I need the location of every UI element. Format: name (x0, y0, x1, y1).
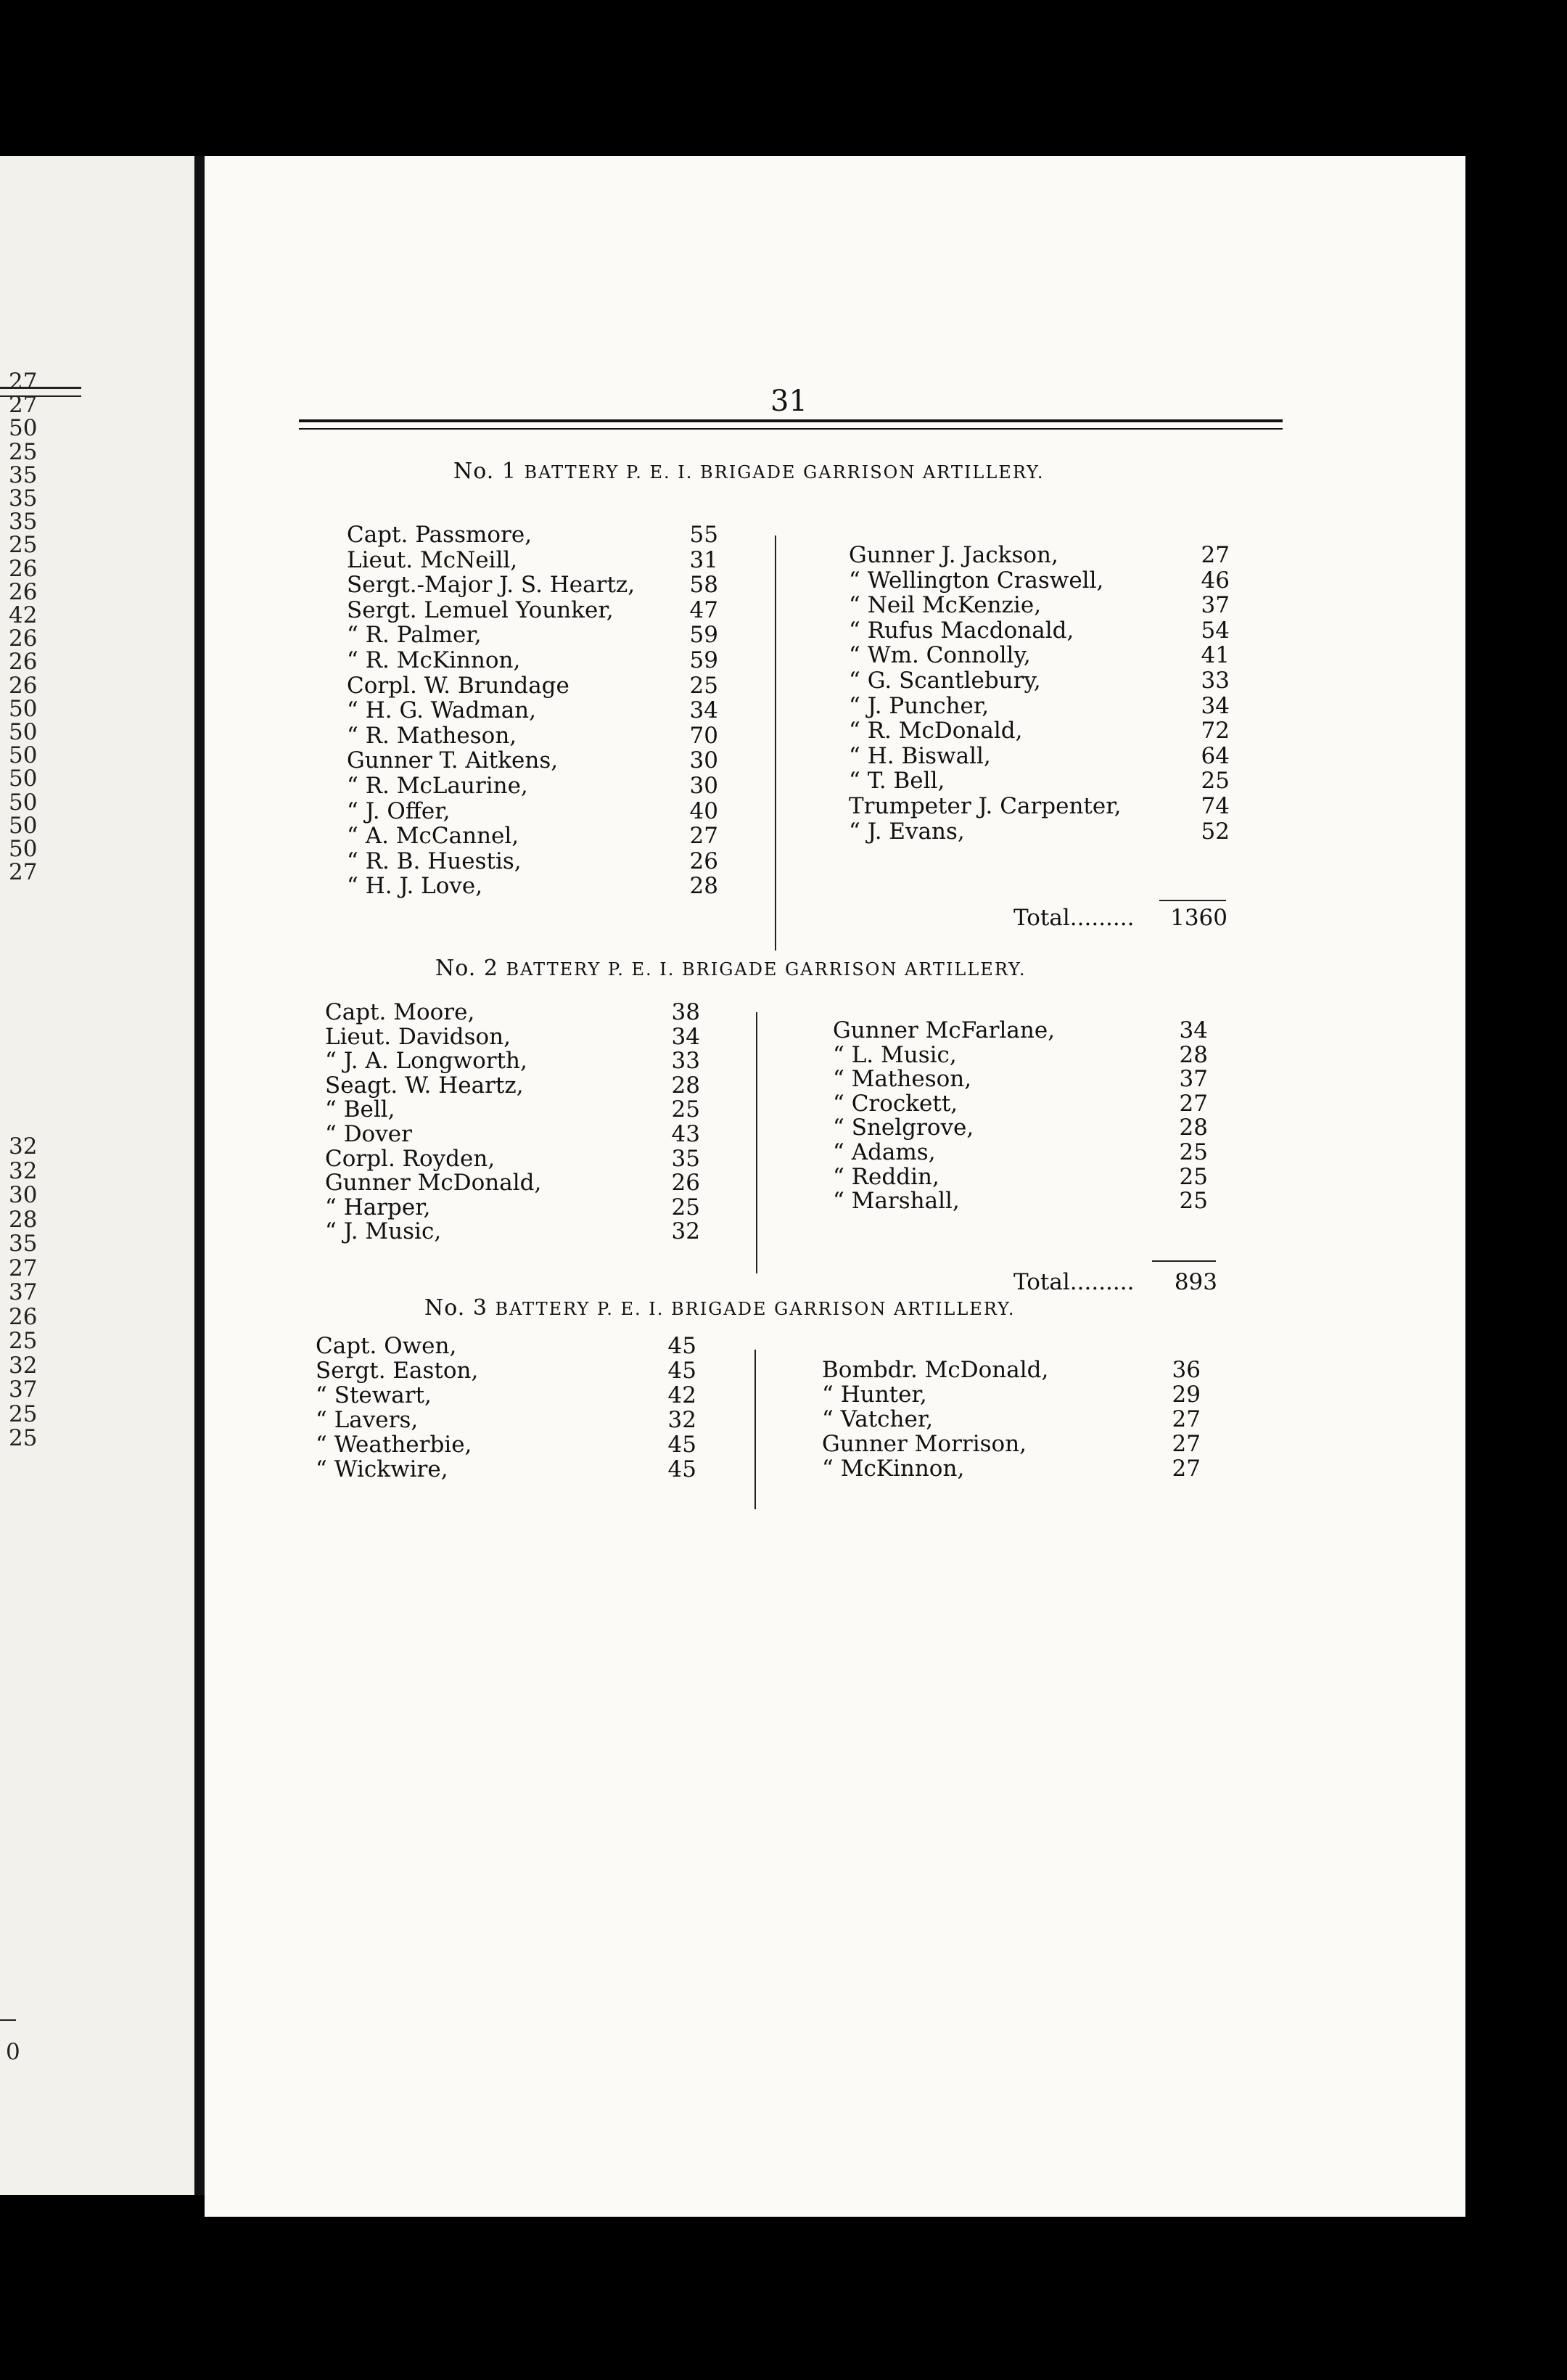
previous-page-number: 27 (9, 392, 38, 419)
battery3-right-name: Bombdr. McDonald, (822, 1357, 1049, 1383)
previous-page-number: 50 (9, 836, 38, 862)
column-divider (775, 536, 776, 951)
battery2-right-age: 28 (1179, 1041, 1208, 1068)
previous-page-number: 50 (9, 789, 38, 816)
battery-2-total: 893 (1174, 1269, 1217, 1295)
battery2-left-name: Lieut. Davidson, (325, 1023, 511, 1050)
battery2-right-name: “ Crockett, (833, 1090, 958, 1117)
previous-page-number: 35 (9, 509, 38, 536)
battery-1-heading (453, 459, 1045, 484)
battery1-right-name: “ R. McDonald, (849, 718, 1023, 744)
battery2-left-name: Seagt. W. Heartz, (325, 1072, 524, 1099)
battery2-left-age: 33 (671, 1048, 700, 1075)
battery1-right-name: “ Wm. Connolly, (849, 642, 1031, 669)
battery1-left-name: “ A. McCannel, (347, 823, 519, 850)
previous-page-number: 26 (9, 625, 38, 652)
battery1-right-age: 34 (1201, 692, 1230, 719)
battery1-right-name: Trumpeter J. Carpenter, (849, 793, 1122, 819)
previous-page-number: 35 (9, 461, 38, 488)
battery3-right-age: 27 (1172, 1431, 1201, 1457)
battery-1-heading-title: BATTERY P. E. I. BRIGADE GARRISON ARTILLERY. (524, 462, 1045, 483)
battery1-left-age: 55 (689, 522, 718, 548)
previous-page-number: 28 (9, 1206, 38, 1233)
previous-page-number: 37 (9, 1376, 38, 1403)
battery1-right-name: “ J. Puncher, (849, 692, 990, 719)
previous-page-number: 32 (9, 1352, 38, 1379)
battery1-right-name: “ H. Biswall, (849, 742, 991, 769)
battery3-left-name: “ Wickwire, (316, 1456, 448, 1482)
battery1-left-name: Capt. Passmore, (347, 522, 532, 548)
battery2-left-age: 38 (671, 999, 700, 1025)
previous-page-fragment (0, 156, 194, 2195)
battery3-left-age: 32 (667, 1407, 696, 1433)
battery1-left-age: 26 (689, 848, 718, 874)
battery1-left-age: 28 (689, 873, 718, 900)
battery2-left-age: 35 (671, 1145, 700, 1172)
battery1-right-age: 41 (1201, 642, 1230, 669)
battery1-left-age: 31 (689, 546, 718, 573)
battery-1-total-rule (1159, 900, 1226, 901)
battery-2-total-rule (1152, 1260, 1216, 1262)
battery1-right-name: “ Neil McKenzie, (849, 592, 1042, 619)
page-gutter (194, 156, 205, 2195)
battery1-left-name: Lieut. McNeill, (347, 546, 518, 573)
battery-2-heading-title: BATTERY P. E. I. BRIGADE GARRISON ARTILLERY. (506, 959, 1027, 980)
battery2-left-age: 32 (671, 1218, 700, 1245)
top-rule (299, 419, 1283, 422)
battery2-left-age: 25 (671, 1096, 700, 1123)
battery2-right-name: “ Matheson, (833, 1066, 972, 1093)
battery3-left-age: 45 (667, 1358, 696, 1384)
previous-page-total-rule (0, 2019, 16, 2021)
top-rule (299, 428, 1283, 430)
battery1-left-name: “ R. B. Huestis, (347, 848, 522, 874)
battery2-left-name: Corpl. Royden, (325, 1145, 495, 1172)
battery1-left-name: “ H. G. Wadman, (347, 697, 537, 724)
battery2-right-name: Gunner McFarlane, (833, 1017, 1056, 1043)
previous-page-number: 25 (9, 1400, 38, 1427)
battery3-right-age: 27 (1172, 1406, 1201, 1432)
battery1-right-name: “ J. Evans, (849, 818, 965, 845)
previous-page-number: 32 (9, 1133, 38, 1160)
battery1-left-name: Sergt.-Major J. S. Heartz, (347, 572, 636, 599)
battery2-left-name: “ J. A. Longworth, (325, 1048, 527, 1075)
previous-page-number: 50 (9, 719, 38, 745)
battery1-right-age: 25 (1201, 768, 1230, 795)
battery1-left-name: “ R. McLaurine, (347, 773, 528, 799)
battery2-right-age: 25 (1179, 1188, 1208, 1215)
battery1-right-name: “ G. Scantlebury, (849, 668, 1041, 694)
previous-page-number: 26 (9, 672, 38, 699)
previous-page-number: 26 (9, 578, 38, 605)
previous-page-number: 35 (9, 1231, 38, 1257)
battery1-right-name: Gunner J. Jackson, (849, 542, 1058, 568)
battery2-left-name: “ Bell, (325, 1096, 395, 1123)
battery3-left-name: “ Weatherbie, (316, 1432, 472, 1458)
previous-page-number: 50 (9, 695, 38, 722)
battery1-left-age: 58 (689, 572, 718, 599)
battery3-left-age: 45 (667, 1333, 696, 1359)
battery3-left-age: 45 (667, 1456, 696, 1482)
battery1-right-age: 46 (1201, 567, 1230, 594)
previous-page-number: 27 (9, 1255, 38, 1281)
battery2-right-age: 25 (1179, 1139, 1208, 1165)
battery1-left-age: 70 (689, 722, 718, 749)
battery2-left-age: 43 (671, 1121, 700, 1147)
previous-page-number: 25 (9, 1425, 38, 1451)
previous-page-number: 27 (9, 859, 38, 886)
battery3-right-name: Gunner Morrison, (822, 1431, 1027, 1457)
battery-1-total-label: Total......... (1013, 905, 1135, 931)
battery2-right-age: 25 (1179, 1163, 1208, 1190)
battery2-left-name: Capt. Moore, (325, 999, 475, 1025)
battery1-right-name: “ T. Bell, (849, 768, 945, 795)
battery2-right-age: 37 (1179, 1066, 1208, 1093)
battery3-left-name: “ Stewart, (316, 1382, 432, 1408)
battery3-right-name: “ Hunter, (822, 1382, 927, 1408)
battery1-right-age: 54 (1201, 617, 1230, 644)
previous-page-number: 25 (9, 532, 38, 559)
previous-page-number: 25 (9, 1328, 38, 1354)
battery1-left-name: Gunner T. Aitkens, (347, 747, 559, 774)
battery2-right-name: “ Reddin, (833, 1163, 939, 1190)
battery1-left-age: 25 (689, 672, 718, 699)
battery1-left-name: “ R. Palmer, (347, 622, 482, 649)
battery1-left-age: 30 (689, 747, 718, 774)
battery1-left-name: Sergt. Lemuel Younker, (347, 596, 614, 623)
battery1-right-name: “ Rufus Macdonald, (849, 617, 1074, 644)
previous-page-number: 35 (9, 485, 38, 512)
battery1-left-age: 30 (689, 773, 718, 799)
battery1-left-age: 59 (689, 622, 718, 649)
battery-2-heading-number: No. 2 (435, 956, 498, 981)
battery1-left-name: “ R. McKinnon, (347, 647, 521, 673)
battery1-left-name: “ R. Matheson, (347, 722, 517, 749)
battery3-left-age: 45 (667, 1432, 696, 1458)
previous-page-number: 26 (9, 555, 38, 582)
battery2-right-name: “ Adams, (833, 1139, 936, 1165)
previous-page-number: 26 (9, 1303, 38, 1330)
battery3-left-name: “ Lavers, (316, 1407, 419, 1433)
battery2-right-name: “ L. Music, (833, 1041, 957, 1068)
previous-page-number: 32 (9, 1157, 38, 1184)
battery1-left-name: Corpl. W. Brundage (347, 672, 569, 699)
battery1-right-age: 72 (1201, 718, 1230, 744)
battery3-right-name: “ Vatcher, (822, 1406, 934, 1432)
battery1-left-age: 40 (689, 797, 718, 824)
battery1-left-name: “ H. J. Love, (347, 873, 483, 900)
battery2-right-name: “ Marshall, (833, 1188, 960, 1215)
battery2-left-name: “ Harper, (325, 1194, 431, 1220)
battery1-right-name: “ Wellington Craswell, (849, 567, 1104, 594)
previous-page-number: 30 (9, 1182, 38, 1208)
battery2-left-name: “ Dover (325, 1121, 412, 1147)
battery1-left-age: 34 (689, 697, 718, 724)
battery-1-heading-number: No. 1 (453, 459, 517, 484)
previous-page-number: 37 (9, 1279, 38, 1305)
column-divider (754, 1350, 756, 1509)
battery3-right-age: 29 (1172, 1382, 1201, 1408)
battery-2-total-label: Total......... (1013, 1269, 1135, 1295)
battery1-left-age: 59 (689, 647, 718, 673)
battery-3-heading-number: No. 3 (424, 1295, 488, 1321)
battery1-right-age: 27 (1201, 542, 1230, 568)
battery1-left-age: 27 (689, 823, 718, 850)
battery-2-heading (435, 956, 1027, 981)
battery2-right-age: 34 (1179, 1017, 1208, 1043)
battery1-left-age: 47 (689, 596, 718, 623)
battery2-right-age: 27 (1179, 1090, 1208, 1117)
battery2-left-name: “ J. Music, (325, 1218, 442, 1245)
previous-page-number: 50 (9, 742, 38, 769)
battery2-left-name: Gunner McDonald, (325, 1170, 542, 1197)
battery2-right-age: 28 (1179, 1115, 1208, 1141)
battery2-left-age: 25 (671, 1194, 700, 1220)
previous-page-number: 50 (9, 766, 38, 792)
battery2-left-age: 28 (671, 1072, 700, 1099)
battery3-right-age: 27 (1172, 1456, 1201, 1482)
battery1-right-age: 52 (1201, 818, 1230, 845)
battery1-left-name: “ J. Offer, (347, 797, 451, 824)
previous-page-number: 50 (9, 415, 38, 442)
battery1-right-age: 64 (1201, 742, 1230, 769)
battery3-right-age: 36 (1172, 1357, 1201, 1383)
column-divider (756, 1012, 757, 1273)
battery-3-heading (424, 1295, 1016, 1321)
battery1-right-age: 37 (1201, 592, 1230, 619)
battery2-right-name: “ Snelgrove, (833, 1115, 974, 1141)
previous-page-number: 26 (9, 649, 38, 676)
battery-3-heading-title: BATTERY P. E. I. BRIGADE GARRISON ARTILLERY. (495, 1299, 1016, 1319)
battery2-left-age: 26 (671, 1170, 700, 1197)
battery3-left-name: Sergt. Easton, (316, 1358, 479, 1384)
previous-page-number: 50 (9, 812, 38, 839)
battery1-right-age: 33 (1201, 668, 1230, 694)
battery3-left-age: 42 (667, 1382, 696, 1408)
previous-page-number: 42 (9, 602, 38, 628)
previous-page-total: 0 (6, 2039, 20, 2065)
battery-1-total: 1360 (1170, 905, 1227, 931)
battery1-right-age: 74 (1201, 793, 1230, 819)
previous-page-number: 25 (9, 438, 38, 465)
previous-page-number: 27 (9, 369, 38, 395)
battery3-left-name: Capt. Owen, (316, 1333, 457, 1359)
page-number: 31 (770, 385, 807, 418)
battery2-left-age: 34 (671, 1023, 700, 1050)
battery3-right-name: “ McKinnon, (822, 1456, 965, 1482)
